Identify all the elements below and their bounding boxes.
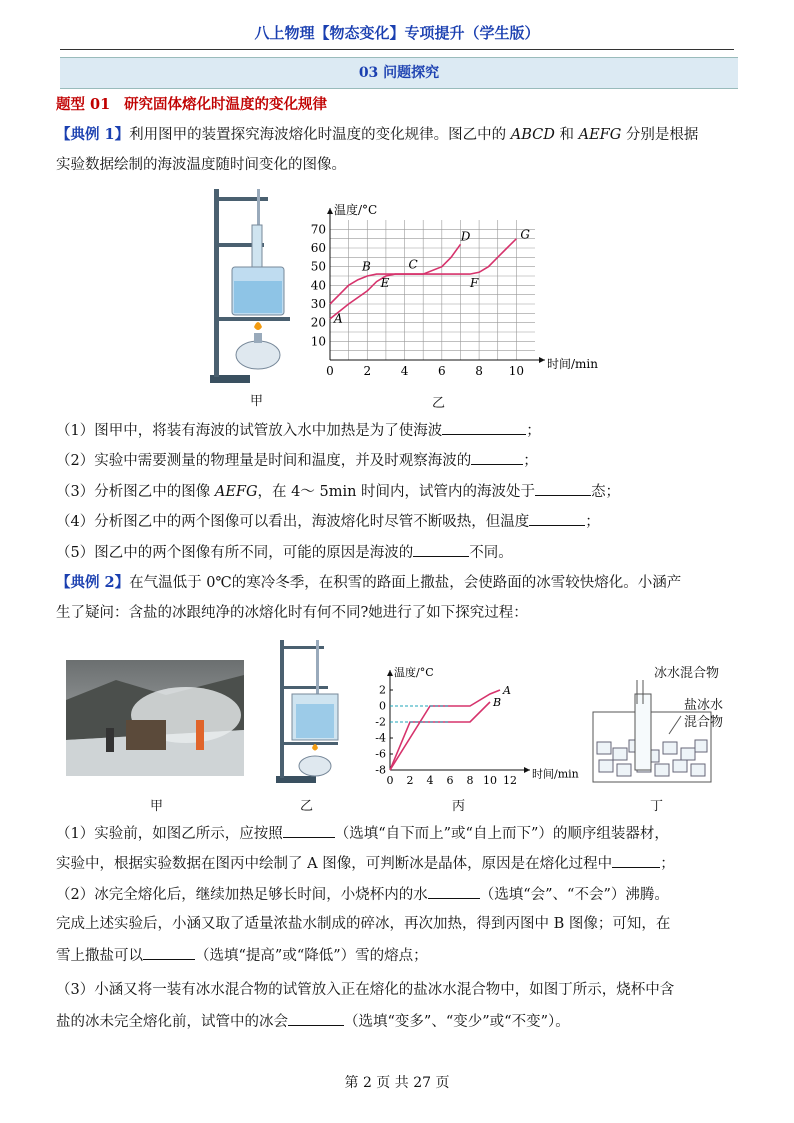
ex2-q2-text-d: 雪上撒盐可以 [56, 948, 143, 964]
ex1-q1-end: ； [526, 423, 541, 439]
clamp-arm-mid [282, 686, 328, 689]
y-tick-label: 10 [310, 334, 326, 349]
answer-blank[interactable] [535, 481, 591, 496]
ex1-q3-text-a: （3）分析图乙中的图像 [56, 484, 215, 500]
fig-bing-caption: 丙 [452, 799, 466, 814]
y-axis-label: 温度/°C [394, 666, 434, 679]
series-label: B [493, 696, 502, 709]
type-title: 研究固体熔化时温度的变化规律 [124, 96, 328, 113]
point-label: F [470, 276, 479, 291]
section-bar [60, 57, 738, 89]
answer-blank[interactable] [428, 884, 480, 899]
answer-blank[interactable] [612, 853, 660, 868]
y-tick-label: 2 [379, 683, 386, 697]
ex1-intro-line2: 实验数据绘制的海波温度随时间变化的图像。 [56, 157, 346, 173]
answer-blank[interactable] [288, 1011, 344, 1026]
alcohol-lamp [299, 756, 331, 776]
point-label: C [408, 257, 418, 272]
answer-blank[interactable] [143, 945, 195, 960]
test-tube [635, 694, 651, 770]
page-footer: 第 2 页 共 27 页 [344, 1075, 450, 1091]
ex2-q2-text-b: （选填“会”、“不会”）沸腾。 [479, 887, 669, 903]
ex1-q4 [56, 511, 746, 532]
y-tick-label: -8 [375, 763, 386, 777]
ex2-q2-line3 [56, 945, 746, 966]
y-tick-label: 0 [379, 699, 386, 713]
ex1-q1 [56, 420, 746, 441]
type-label: 题型 01 [56, 96, 111, 113]
ring-support [282, 742, 338, 745]
question-type-heading [56, 95, 746, 115]
ex2-intro-a: 在气温低于 0℃的寒冷冬季，在积雪的路面上撒盐，会使路面的冰雪较快熔化。小涵产 [129, 575, 682, 591]
section-title: 03 问题探究 [358, 65, 440, 81]
x-tick-label: 0 [326, 364, 334, 378]
ex1-q4-end: ； [585, 514, 600, 530]
fig-jia-caption-2: 甲 [150, 799, 164, 814]
ring-support [216, 317, 290, 321]
ding-label-salt-ice-water: 盐冰水 [684, 698, 724, 713]
stand-rod [280, 640, 284, 778]
x-tick-label: 6 [446, 774, 454, 787]
ex1-q3 [56, 481, 746, 502]
ex2-q2-text-e: （选填“提高”或“降低”）雪的熔点； [195, 948, 428, 964]
point-label: A [334, 311, 343, 326]
answer-blank[interactable] [471, 450, 523, 465]
ex1-q3-aefg: AEFG [214, 484, 258, 500]
stand-rod [214, 189, 219, 377]
x-axis-arrow [539, 357, 545, 363]
series-line [390, 702, 490, 770]
ex1-q4-text: （4）分析图乙中的两个图像可以看出，海波熔化时尽管不断吸热，但温度 [56, 514, 530, 530]
ex2-q1-text-a: （1）实验前，如图乙所示，应按照 [56, 826, 283, 842]
ex1-q2-end: ； [523, 453, 538, 469]
clamp-arm-top [216, 197, 268, 201]
ex1-tag: 【典例 1】 [56, 126, 130, 143]
page-header-title: 八上物理【物态变化】专项提升（学生版） [254, 24, 540, 42]
ex2-intro-line2: 生了疑问：含盐的冰跟纯净的冰熔化时有何不同?她进行了如下探究过程： [56, 605, 528, 621]
ex1-q3-text-b: ，在 4～ 5min 时间内，试管内的海波处于 [257, 484, 536, 500]
ex1-q3-end: 态； [591, 484, 621, 500]
ding-label-ice-water: 冰水混合物 [654, 666, 720, 681]
ex1-intro-b: 分别是根据 [621, 127, 699, 143]
apparatus-figure-2 [270, 636, 350, 786]
x-tick-label: 12 [503, 774, 517, 787]
answer-blank[interactable] [413, 542, 469, 557]
x-tick-label: 0 [386, 774, 394, 787]
lamp-neck [254, 333, 262, 343]
worker-figure [196, 720, 204, 750]
answer-blank[interactable] [442, 420, 526, 435]
x-tick-label: 2 [406, 774, 414, 787]
aefg-label: AEFG [578, 127, 622, 143]
y-tick-label: 40 [310, 278, 326, 293]
series-label: A [503, 684, 511, 697]
header-rule [60, 49, 734, 50]
ex2-tag: 【典例 2】 [56, 574, 130, 591]
ex2-q1-end: ； [660, 856, 675, 872]
fig-jia-caption-1: 甲 [250, 394, 264, 409]
ex2-q1-text-c: 实验中，根据实验数据在图丙中绘制了 A 图像，可判断冰是晶体，原因是在熔化过程中 [56, 856, 613, 872]
x-tick-label: 10 [508, 364, 525, 378]
chart-haibo-melting [305, 195, 598, 390]
x-tick-label: 8 [466, 774, 474, 787]
ex2-q3-line1: （3）小涵又将一装有冰水混合物的试管放入正在熔化的盐冰水混合物中，如图丁所示，烧杯中含 [56, 982, 675, 998]
ex1-intro-line1 [56, 125, 746, 145]
ex2-q2-line1 [56, 884, 746, 905]
fig-yi-caption-2: 乙 [300, 799, 314, 814]
x-axis-label: 时间/min [532, 767, 579, 781]
and-text: 和 [554, 127, 579, 143]
x-tick-label: 6 [437, 364, 446, 378]
ding-label-mixture: 混合物 [684, 715, 724, 730]
abcd-label: ABCD [510, 127, 555, 143]
x-axis-arrow [524, 767, 530, 773]
answer-blank[interactable] [283, 823, 335, 838]
flame [254, 322, 262, 330]
y-tick-label: 70 [310, 222, 326, 237]
y-tick-label: -2 [375, 715, 386, 729]
y-axis-arrow [327, 208, 333, 214]
crushed-ice [296, 704, 334, 738]
ex1-intro-a: 利用图甲的装置探究海波熔化时温度的变化规律。图乙中的 [129, 127, 511, 143]
point-label: E [380, 276, 390, 291]
fig-ding-caption: 丁 [650, 799, 664, 814]
point-label: G [520, 227, 530, 242]
alcohol-lamp [236, 341, 280, 369]
point-label: D [460, 229, 471, 244]
y-tick-label: 30 [310, 297, 326, 311]
x-tick-label: 10 [483, 774, 497, 787]
ex2-intro-line1 [56, 573, 746, 593]
ex2-q2-line2: 完成上述实验后，小涵又取了适量浓盐水制成的碎冰，再次加热，得到丙图中 B 图像；可知，在 [56, 916, 671, 932]
truck-shape [126, 720, 166, 750]
ex1-q5-text: （5）图乙中的两个图像有所不同，可能的原因是海波的 [56, 545, 414, 561]
y-tick-label: -6 [375, 747, 386, 761]
answer-blank[interactable] [529, 511, 585, 526]
chart-ice-melting [360, 662, 579, 790]
x-tick-label: 8 [475, 364, 483, 378]
ex1-q5 [56, 542, 746, 563]
x-axis-label: 时间/min [547, 357, 598, 371]
ex1-q2 [56, 450, 746, 471]
x-tick-label: 4 [400, 364, 409, 378]
ex2-q2-text-a: （2）冰完全熔化后，继续加热足够长时间，小烧杯内的水 [56, 887, 428, 903]
y-axis-label: 温度/°C [334, 203, 378, 217]
point-label: B [361, 259, 371, 274]
ex2-q1-line1 [56, 823, 746, 844]
ex1-q1-text: （1）图甲中，将装有海波的试管放入水中加热是为了使海波 [56, 423, 443, 439]
ex2-q3-text-b: 盐的冰未完全熔化前，试管中的冰会 [56, 1014, 288, 1030]
x-tick-label: 2 [363, 364, 372, 378]
water [234, 281, 282, 313]
salting-road-photo [66, 660, 244, 776]
fig-yi-caption-1: 乙 [432, 396, 446, 411]
ex2-q3-text-c: （选填“变多”、“变少”或“不变”）。 [344, 1014, 570, 1030]
y-tick-label: 20 [310, 315, 326, 330]
ex1-q2-text: （2）实验中需要测量的物理量是时间和温度，并及时观察海波的 [56, 453, 472, 469]
y-tick-label: 50 [310, 259, 326, 274]
y-tick-label: -4 [375, 731, 386, 745]
ex2-q1-text-b: （选填“自下而上”或“自上而下”）的顺序组装器材， [334, 826, 669, 842]
ex1-q5-end: 不同。 [469, 545, 513, 561]
y-tick-label: 60 [310, 241, 326, 255]
apparatus-figure-1 [200, 185, 300, 385]
worker-figure [106, 728, 114, 752]
ex2-q3-line2 [56, 1011, 746, 1032]
ex2-q1-line2 [56, 853, 746, 874]
y-axis-arrow [387, 670, 393, 676]
x-tick-label: 4 [426, 774, 434, 787]
